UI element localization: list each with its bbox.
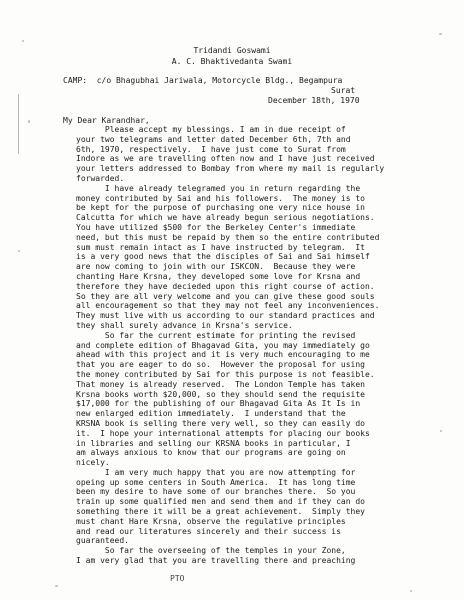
letter-body — [76, 125, 452, 566]
body-line: they shall surely advance in Krsna's service. — [76, 320, 293, 330]
body-line: it. I hope your international attempts for placing our books — [76, 428, 370, 438]
body-line: the money contributed by Sai for this purpose is not feasible. — [76, 369, 375, 379]
body-line: are now coming to join with our ISKCON. Because they were — [76, 262, 356, 272]
body-line: I am very glad that you are travelling there and preaching — [76, 556, 356, 566]
body-line: So far the overseeing of the temples in your Zone, — [76, 546, 346, 556]
body-line: your letters addressed to Bombay from where my mail is regularly — [76, 164, 385, 174]
body-line: am always anxious to know that our programs are going on — [76, 448, 346, 458]
body-line: been my desire to have some of our branches there. So you — [76, 487, 356, 497]
body-line: be kept for the purpose of purchasing one very nice house in — [76, 203, 365, 213]
body-line: in libraries and selling our KRSNA books in particular, I — [76, 438, 351, 448]
body-line: Calcutta for which we have already begun serious negotiations. — [76, 213, 375, 223]
body-line: sum must remain intact as I have instructed by telegram. It — [76, 242, 365, 252]
body-line: nicely. — [76, 458, 110, 468]
scan-speck — [439, 33, 442, 35]
body-line: I am very much happy that you are now attempting for — [76, 467, 356, 477]
letterhead-title: A. C. Bhaktivedanta Swami — [171, 57, 293, 66]
salutation: My Dear Karandhar, — [63, 116, 150, 125]
body-line: They must live with us according to our standard practices and — [76, 311, 375, 321]
body-line: So they are all very welcome and you can give these good souls — [76, 291, 375, 301]
body-line: 6th, 1970, respectively. I have just come to Surat from — [76, 144, 346, 154]
body-line: Krsna books worth $20,000, so they should send the requisite — [76, 389, 365, 399]
body-line: that you are eager to do so. However the proposal for using — [76, 360, 365, 370]
body-line: your two telegrams and letter dated December 6th, 7th and — [76, 134, 351, 144]
margin-mark — [18, 94, 29, 154]
body-line: Indore as we are travelling often now and I have just received — [76, 154, 375, 164]
scan-speck — [55, 585, 58, 587]
body-line: something there it will be a great achievement. Simply they — [76, 507, 365, 517]
scan-speck — [18, 250, 20, 252]
body-line: money contributed by Sai and his followers. The money is to — [76, 193, 365, 203]
body-line: train up some qualified men and send them and if they can do — [76, 497, 365, 507]
body-line: need, but this must be repaid by them so the entire contributed — [76, 232, 380, 242]
body-line: So far the current estimate for printing the revised — [76, 330, 356, 340]
body-line: Please accept my blessings. I am in due receipt of — [76, 125, 346, 134]
letterhead-name: Tridandi Goswami — [193, 46, 271, 55]
camp-city: Surat — [331, 86, 356, 95]
body-line: ahead with this project and it is very much encouraging to me — [76, 350, 370, 360]
body-line: and complete edition of Bhagavad Gita, you may immediately go — [76, 340, 370, 350]
body-line: guaranteed. — [76, 536, 129, 546]
body-line: is a very good news that the disciples of Sai and Sai himself — [76, 252, 370, 262]
body-line: I have already telegramed you in return regarding the — [76, 183, 361, 193]
body-line: opeing up some centers in South America. It has long time — [76, 477, 356, 487]
body-line: all encouragement so that they may not feel any inconveniences. — [76, 301, 380, 311]
body-line: and read our literatures sincerely and their success is — [76, 526, 341, 536]
body-line: therefore they have decieded upon this right course of action. — [76, 281, 375, 291]
body-line: KRSNA book is selling there very well, so they can easily do — [76, 418, 365, 428]
scan-speck — [22, 40, 24, 42]
body-line: new enlarged edition immediately. I understand that the — [76, 409, 346, 419]
body-line: $17,000 for the publishing of our Bhagavad Gita As It Is in — [76, 399, 361, 409]
body-line: must chant Hare Krsna, observe the regulative principles — [76, 516, 346, 526]
body-line: forwarded. — [76, 173, 125, 183]
body-line: You have utilized $500 for the Berkeley Center's immediate — [76, 222, 356, 232]
scan-speck — [410, 590, 412, 592]
pto-footer: PTO — [170, 574, 185, 583]
letter-date: December 18th, 1970 — [268, 96, 360, 105]
camp-address: CAMP: c/o Bhagubhai Jariwala, Motorcycle Bldg., Begampura — [63, 76, 343, 85]
body-line: chanting Hare Krsna, they developed some love for Krsna and — [76, 271, 361, 281]
body-line: That money is already reserved. The London Temple has taken — [76, 379, 365, 389]
